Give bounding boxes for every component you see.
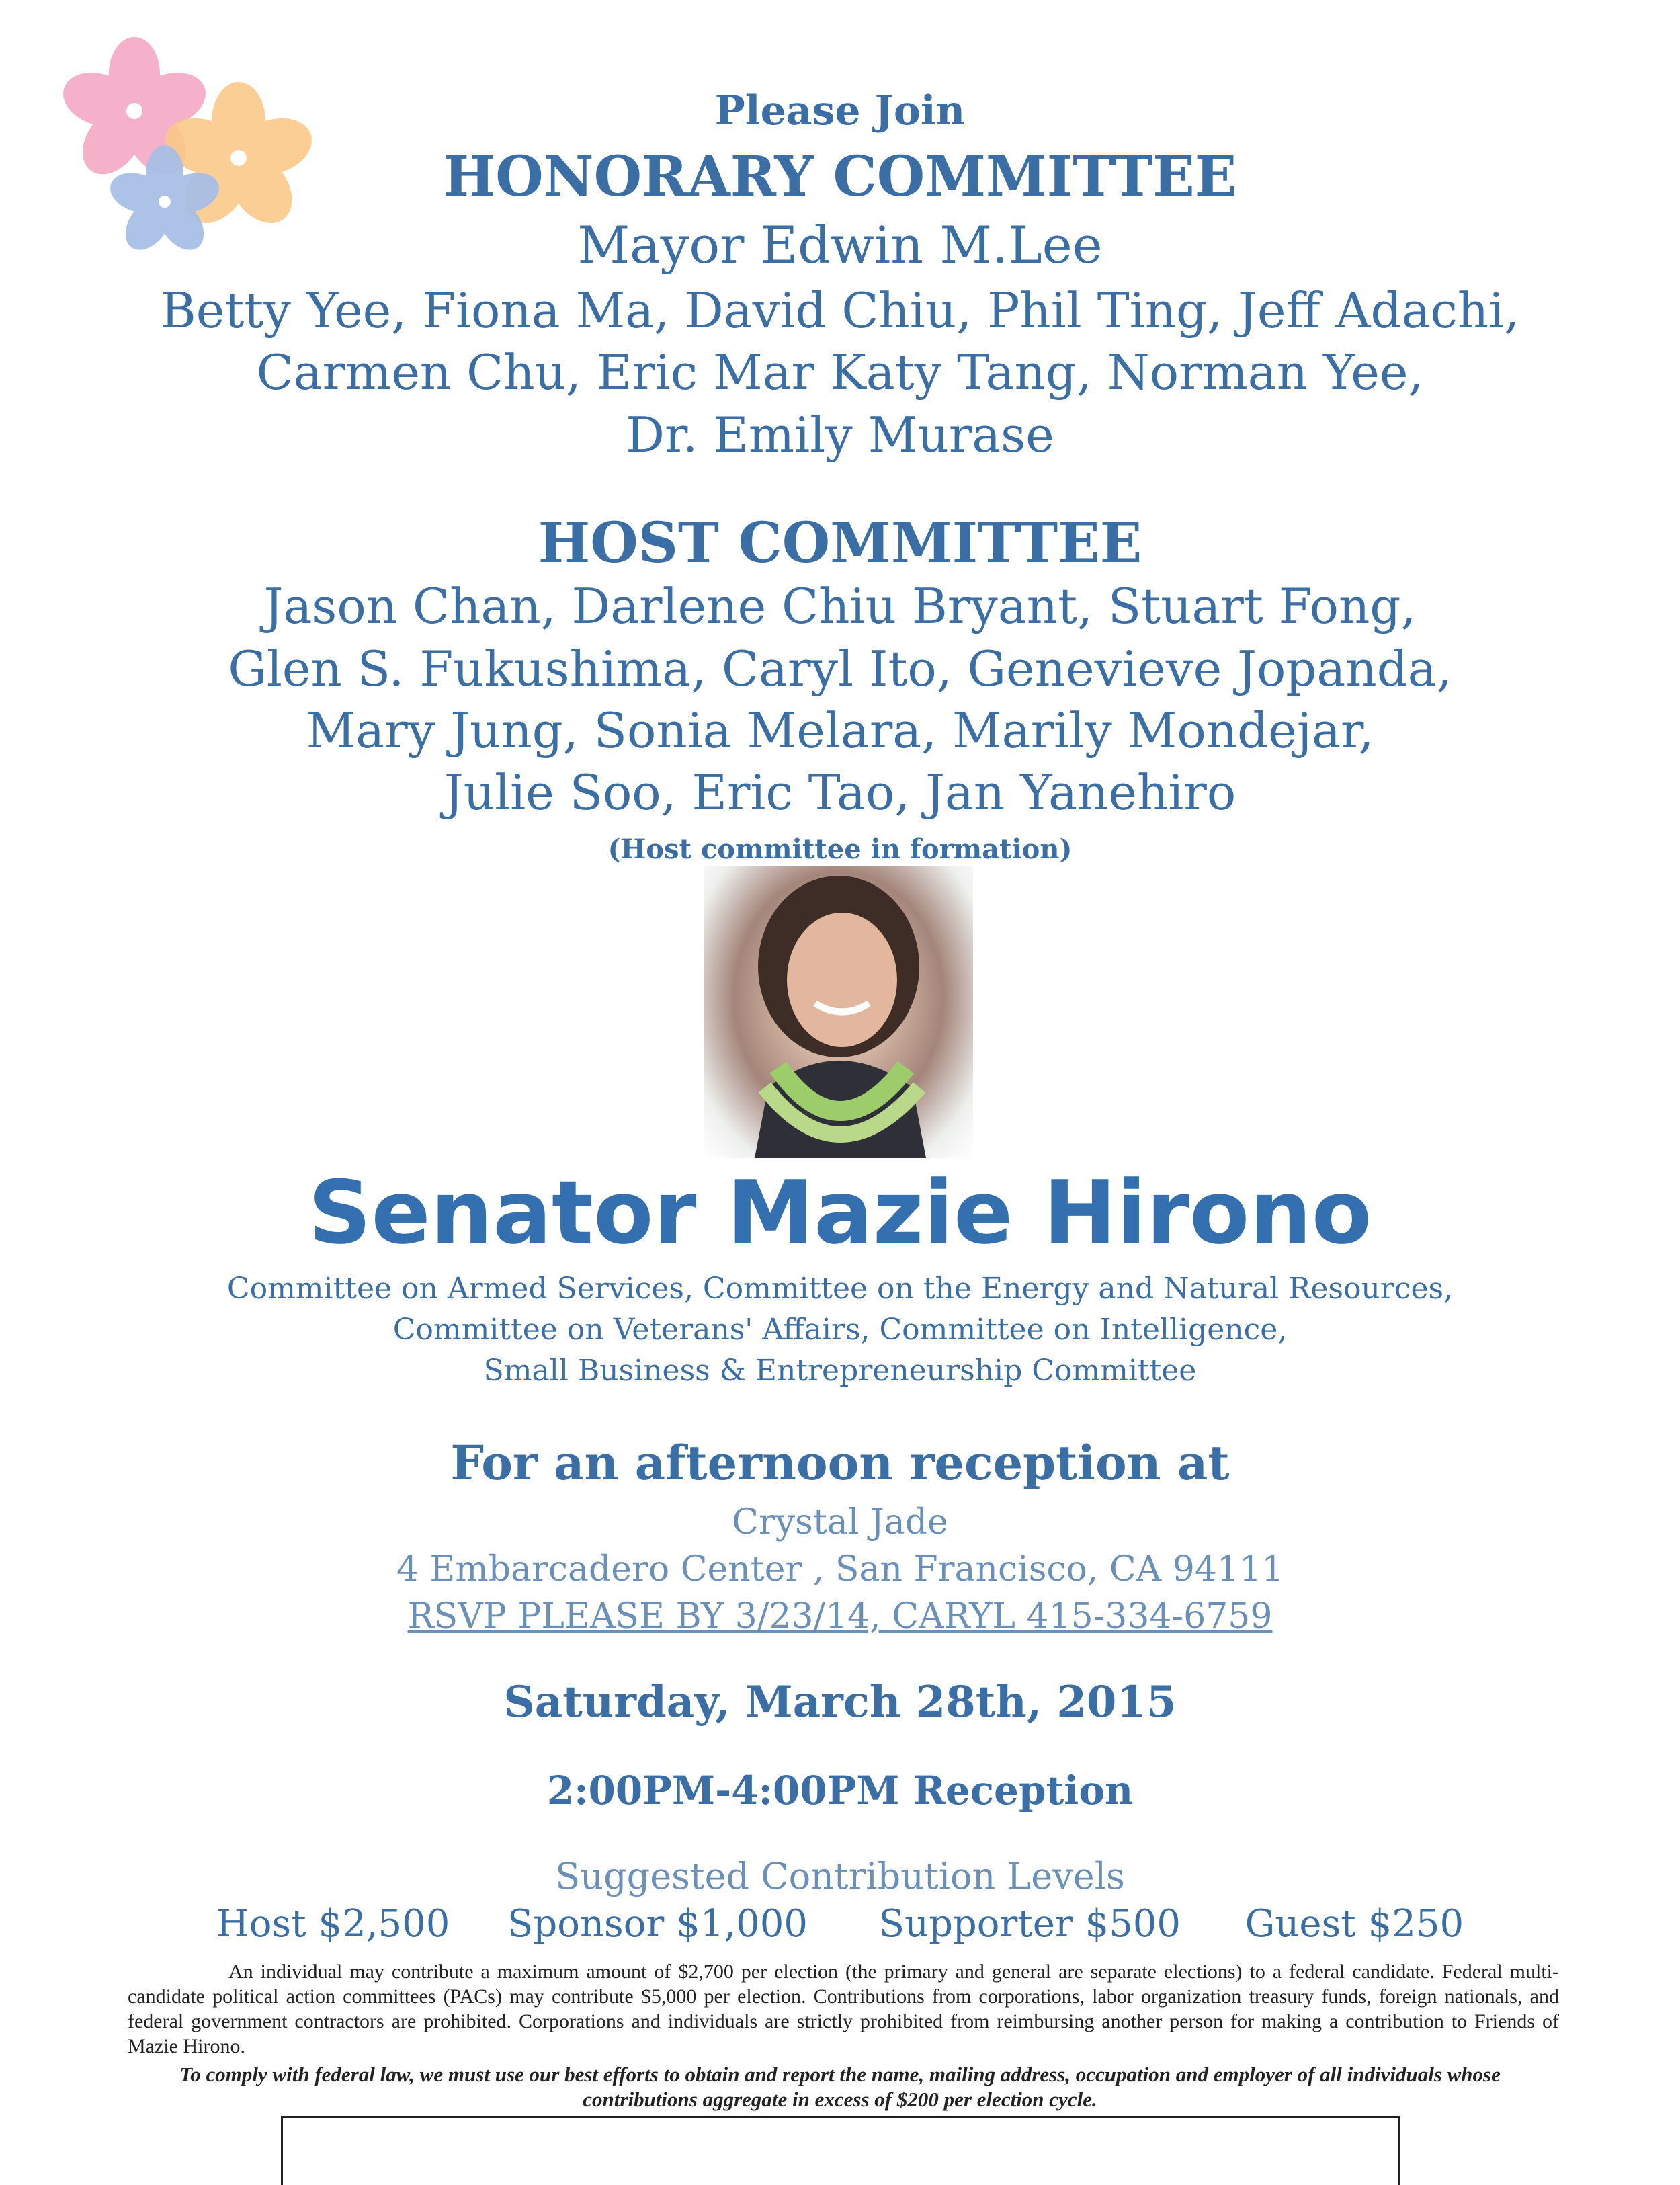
- please-join-text: Please Join: [714, 87, 966, 134]
- disclaimer-text: An individual may contribute a maximum amount of $2,700 per election (the primary and general are separate elections) to a federal candidate. Federal multi-candidate political action committees (PACs) may contribute $5,000 per election. Contributions from corporations, labor organization treasury funds, foreign nationals, and federal government contractors are prohibited. Corporations and individuals are strictly prohibited from reimbursing another person for making a contribution to Friends of Mazie Hirono.: [128, 1961, 1559, 2057]
- event-time: 2:00PM-4:00PM Reception: [546, 1768, 1134, 1813]
- host-line: Jason Chan, Darlene Chiu Bryant, Stuart Fong,: [263, 578, 1417, 634]
- committee-line: Small Business & Entrepreneurship Committee: [483, 1354, 1197, 1388]
- contribution-level-guest: Guest $250: [1245, 1902, 1464, 1946]
- event-date: Saturday, March 28th, 2015: [503, 1677, 1177, 1727]
- reception-heading: For an afternoon reception at: [450, 1435, 1230, 1491]
- host-line: Julie Soo, Eric Tao, Jan Yanehiro: [444, 764, 1236, 821]
- honorary-line: Betty Yee, Fiona Ma, David Chiu, Phil Ting, Jeff Adachi,: [160, 282, 1520, 339]
- honorary-committee-title: HONORARY COMMITTEE: [443, 145, 1237, 209]
- venue-address: 4 Embarcadero Center , San Francisco, CA 94111: [396, 1549, 1284, 1590]
- federal-law-notice: To comply with federal law, we must use our best efforts to obtain and report the name, mailing address, occupation and employer of all individuals whose contributions aggregate in excess of $200 per election cycle.: [179, 2063, 1501, 2111]
- rsvp-link[interactable]: RSVP PLEASE BY 3/23/14, CARYL 415-334-6759: [407, 1596, 1273, 1637]
- host-line: Glen S. Fukushima, Caryl Ito, Genevieve Jopanda,: [228, 641, 1452, 697]
- contribution-heading: Suggested Contribution Levels: [555, 1855, 1125, 1897]
- honorary-line: Mayor Edwin M.Lee: [577, 215, 1103, 275]
- committee-line: Committee on Veterans' Affairs, Committee on Intelligence,: [392, 1313, 1288, 1347]
- venue-name: Crystal Jade: [732, 1502, 948, 1542]
- contribution-level-supporter: Supporter $500: [878, 1902, 1181, 1946]
- committee-line: Committee on Armed Services, Committee on the Energy and Natural Resources,: [226, 1272, 1454, 1306]
- honoree-name: Senator Mazie Hirono: [308, 1161, 1372, 1264]
- host-committee-note: (Host committee in formation): [607, 833, 1073, 865]
- honorary-line: Dr. Emily Murase: [626, 407, 1054, 463]
- senator-photo: [704, 866, 973, 1158]
- honorary-line: Carmen Chu, Eric Mar Katy Tang, Norman Yee,: [256, 344, 1424, 401]
- contribution-level-sponsor: Sponsor $1,000: [507, 1902, 808, 1946]
- host-line: Mary Jung, Sonia Melara, Marily Mondejar,: [306, 702, 1374, 759]
- host-committee-title: HOST COMMITTEE: [538, 511, 1142, 575]
- response-form-box: [281, 2116, 1400, 2185]
- legal-disclaimer: [128, 1959, 1559, 2059]
- contribution-levels: [0, 1902, 1680, 1946]
- contribution-level-host: Host $2,500: [216, 1902, 450, 1946]
